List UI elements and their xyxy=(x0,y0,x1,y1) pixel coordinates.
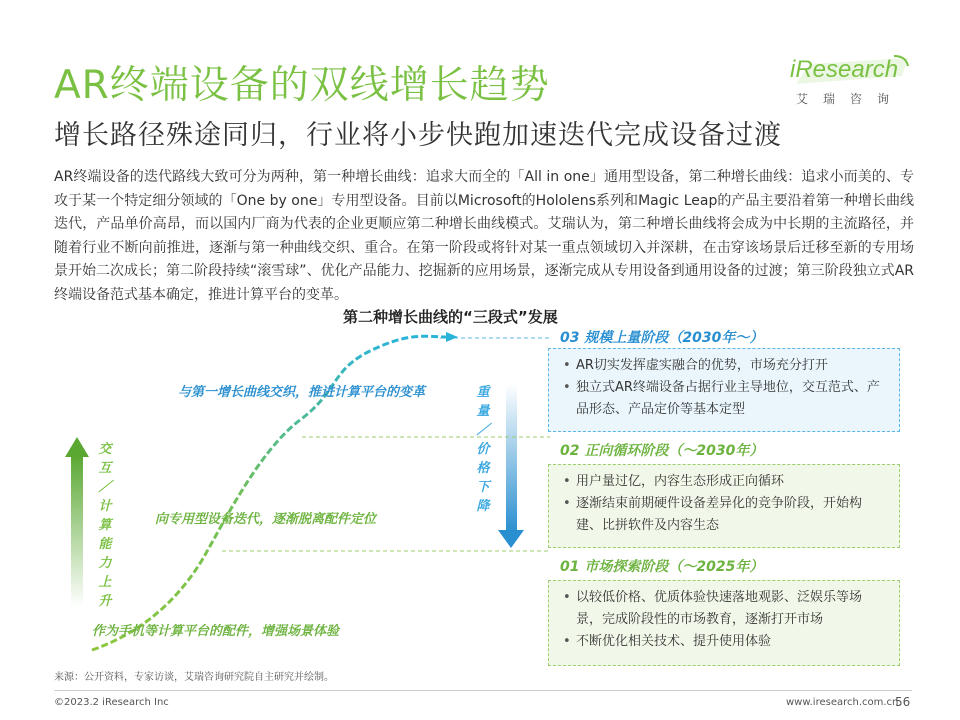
axis-label-char: 交 xyxy=(98,442,112,457)
curve-arrowhead-icon xyxy=(446,332,458,342)
stage-02-heading: 02 正向循环阶段（～2030年） xyxy=(560,443,764,459)
curve-label-bottom: 作为手机等计算平台的配件，增强场景体验 xyxy=(92,624,340,639)
footer-divider xyxy=(54,690,912,691)
page-title: AR终端设备的双线增长趋势 xyxy=(54,63,550,108)
axis-label-char: 下 xyxy=(476,480,490,495)
left-axis-label xyxy=(96,440,114,611)
axis-label-char: 降 xyxy=(476,499,490,514)
intro-paragraph: AR终端设备的迭代路线大致可分为两种，第一种增长曲线：追求大而全的「All in one」通用型设备，第二种增长曲线：追求小而美的、专攻于某一个特定细分领域的「One by one」专用型设备。目前以Microsoft的Hololens系列和Magic Leap的产品主要沿着第一种增长曲线迭代，产品单价高昂，而以国内厂商为代表的企业更顺应第二种增长曲线模式。艾瑞认为，第二种增长曲线将会成为中长期的主流路径，并随着行业不断向前推进，逐渐与第一种曲线交织、重合。在第一阶段或将针对某一重点领域切入并深耕，在击穿该场景后迁移至新的专用场景开始二次成长；第二阶段持续“滚雪球”、优化产品能力、挖掘新的应用场景，逐渐完成从专用设备到通用设备的过渡；第三阶段独立式AR终端设备范式基本确定，推进计算平台的变革。 xyxy=(54,169,914,303)
axis-label-char: 能 xyxy=(98,537,112,552)
up-arrow-icon xyxy=(65,437,89,457)
page-subtitle: 增长路径殊途同归，行业将小步快跑加速迭代完成设备过渡 xyxy=(54,120,782,151)
copyright: ©2023.2 iResearch Inc xyxy=(54,697,169,708)
stage-01-box xyxy=(548,580,900,666)
logo-chinese: 艾瑞咨询 xyxy=(796,92,905,106)
list-item: • 用户量过亿，内容生态形成正向循环 xyxy=(563,471,887,493)
website-link[interactable]: www.iresearch.com.cn xyxy=(786,697,899,708)
stage-02-box xyxy=(548,464,900,548)
page-number: 56 xyxy=(895,695,911,709)
axis-label-char: 力 xyxy=(98,556,112,571)
mid-axis-label xyxy=(474,383,492,516)
curve-label-middle: 向专用型设备迭代，逐渐脱离配件定位 xyxy=(155,512,377,527)
axis-label-char: 升 xyxy=(98,594,112,609)
axis-label-char: ／ xyxy=(476,423,490,438)
mid-down-arrow-shaft xyxy=(506,384,517,532)
axis-label-char: 算 xyxy=(98,518,112,533)
source-note: 来源：公开资料，专家访谈，艾瑞咨询研究院自主研究并绘制。 xyxy=(54,672,334,683)
list-item: • AR切实发挥虚实融合的优势，市场充分打开 xyxy=(563,355,887,377)
axis-label-char: 重 xyxy=(476,385,490,400)
stage-03-box xyxy=(548,348,900,432)
axis-label-char: 互 xyxy=(98,461,112,476)
axis-label-char: 计 xyxy=(98,499,112,514)
curve-label-top: 与第一增长曲线交织，推进计算平台的变革 xyxy=(178,385,426,400)
axis-label-char: 上 xyxy=(98,575,112,590)
diagram-title: 第二种增长曲线的“三段式”发展 xyxy=(343,308,558,326)
axis-label-char: 格 xyxy=(476,461,490,476)
logo-wordmark: iResearch xyxy=(790,56,899,83)
stage-01-heading: 01 市场探索阶段（～2025年） xyxy=(560,559,764,575)
stage-03-heading: 03 规模上量阶段（2030年～） xyxy=(560,330,764,346)
axis-label-char: 量 xyxy=(476,404,490,419)
list-item: • 独立式AR终端设备占据行业主导地位，交互范式、产品形态、产品定价等基本定型 xyxy=(563,377,887,421)
down-arrow-icon xyxy=(498,530,524,548)
axis-label-char: ／ xyxy=(98,480,112,495)
list-item: • 不断优化相关技术、提升使用体验 xyxy=(563,631,887,653)
left-up-arrow-shaft xyxy=(71,455,83,607)
list-item: • 以较低价格、优质体验快速落地观影、泛娱乐等场景，完成阶段性的市场教育，逐渐打开市场 xyxy=(563,587,887,631)
axis-label-char: 价 xyxy=(476,442,490,457)
list-item: • 逐渐结束前期硬件设备差异化的竞争阶段，开始构建、比拼软件及内容生态 xyxy=(563,493,887,537)
